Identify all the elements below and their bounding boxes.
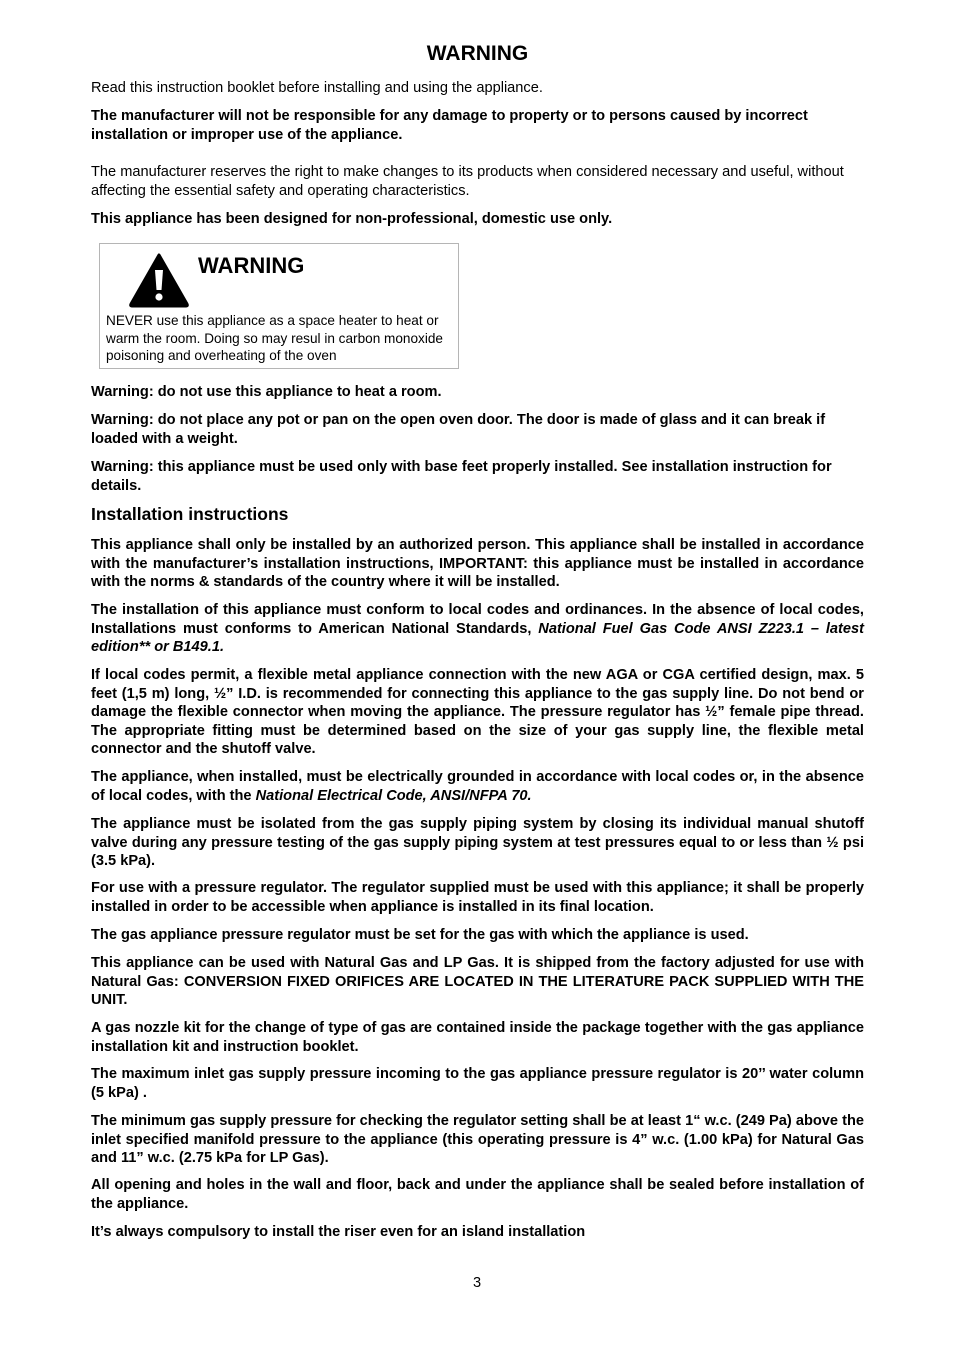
warning-box-title: WARNING: [198, 253, 305, 278]
install-paragraph-4: [91, 768, 864, 805]
warning-oven-door: Warning: do not place any pot or pan on the open oven door. The door is made of glass and it can break if loaded with a weight.: [91, 412, 826, 447]
install-paragraph-2-text: The installation of this appliance must conform to local codes and ordinances. In the absence of local codes, Installations must conforms to American National Standards,: [91, 602, 864, 637]
warning-triangle-icon: [128, 252, 190, 308]
page-title: WARNING: [426, 42, 529, 65]
warning-box: [99, 243, 459, 369]
warning-box-text: NEVER use this appliance as a space heater to heat or warm the room. Doing so may resul in carbon monoxide poisoning and overheating of the oven: [106, 313, 443, 363]
intro-liability: The manufacturer will not be responsible for any damage to property or to persons caused by incorrect installation or improper use of the appliance.: [91, 108, 808, 143]
intro-domestic-use: This appliance has been designed for non-professional, domestic use only.: [91, 211, 613, 227]
install-paragraph-5: The appliance must be isolated from the gas supply piping system by closing its individual manual shutoff valve during any pressure testing of the gas supply piping system at test pressures equal to or less than ½ psi (3.5 kPa).: [91, 816, 864, 869]
install-paragraph-12: All opening and holes in the wall and floor, back and under the appliance shall be sealed before installation of the appliance.: [91, 1177, 864, 1212]
install-paragraph-11: The minimum gas supply pressure for checking the regulator setting shall be at least 1“ w.c. (249 Pa) above the inlet specified manifold pressure to the appliance (this operating pressure is 4” w.c. (1.00 kPa) for Natural Gas and 11” w.c. (2.75 kPa for LP Gas).: [91, 1113, 864, 1166]
install-paragraph-6: For use with a pressure regulator. The regulator supplied must be used with this appliance; it shall be properly installed in order to be accessible when appliance is installed in its final location.: [91, 880, 864, 915]
warning-heat-room: Warning: do not use this appliance to heat a room.: [91, 384, 442, 400]
install-paragraph-9: A gas nozzle kit for the change of type of gas are contained inside the package together with the gas appliance installation kit and instruction booklet.: [91, 1020, 864, 1055]
install-paragraph-3: If local codes permit, a flexible metal appliance connection with the new AGA or CGA certified design, max. 5 feet (1,5 m) long, ½” I.D. is recommended for connecting this appliance to the gas supply line. Do not bend or damage the flexible connector when moving the appliance. The pressure regulator has ½” female pipe thread. The appropriate fitting must be determined based on the size of your gas supply line, the flexible metal connector and the shutoff valve.: [91, 667, 864, 757]
install-paragraph-1: This appliance shall only be installed by an authorized person. This appliance shall be installed in accordance with the manufacturer’s installation instructions, IMPORTANT: this appliance must be installed in accordance with the norms & standards of the country where it will be installed.: [91, 537, 864, 590]
section-title: Installation instructions: [91, 504, 289, 524]
warning-base-feet: Warning: this appliance must be used only with base feet properly installed. See installation instruction for details.: [91, 459, 832, 494]
intro-changes: The manufacturer reserves the right to make changes to its products when considered necessary and useful, without affecting the essential safety and operating characteristics.: [91, 164, 844, 199]
intro-read-booklet: Read this instruction booklet before installing and using the appliance.: [91, 80, 543, 96]
install-paragraph-2: [91, 601, 864, 657]
install-paragraph-8: This appliance can be used with Natural Gas and LP Gas. It is shipped from the factory adjusted for use with Natural Gas: CONVERSION FIXED ORIFICES ARE LOCATED IN THE LITERATURE PACK SUPPLIED WITH THE UNIT.: [91, 955, 864, 1008]
install-paragraph-7: The gas appliance pressure regulator must be set for the gas with which the appliance is used.: [91, 927, 749, 943]
install-paragraph-10: The maximum inlet gas supply pressure incoming to the gas appliance pressure regulator is 20’’ water column (5 kPa) .: [91, 1066, 864, 1101]
install-paragraph-2-standard: National Fuel Gas Code ANSI Z223.1 – latest edition** or B149.1.: [91, 620, 864, 655]
install-paragraph-4-standard: National Electrical Code, ANSI/NFPA 70.: [255, 787, 532, 804]
install-paragraph-13: It’s always compulsory to install the riser even for an island installation: [91, 1224, 586, 1240]
install-paragraph-4-text: The appliance, when installed, must be electrically grounded in accordance with local codes or, in the absence of local codes, with the: [91, 769, 864, 804]
page-number: 3: [472, 1275, 482, 1291]
